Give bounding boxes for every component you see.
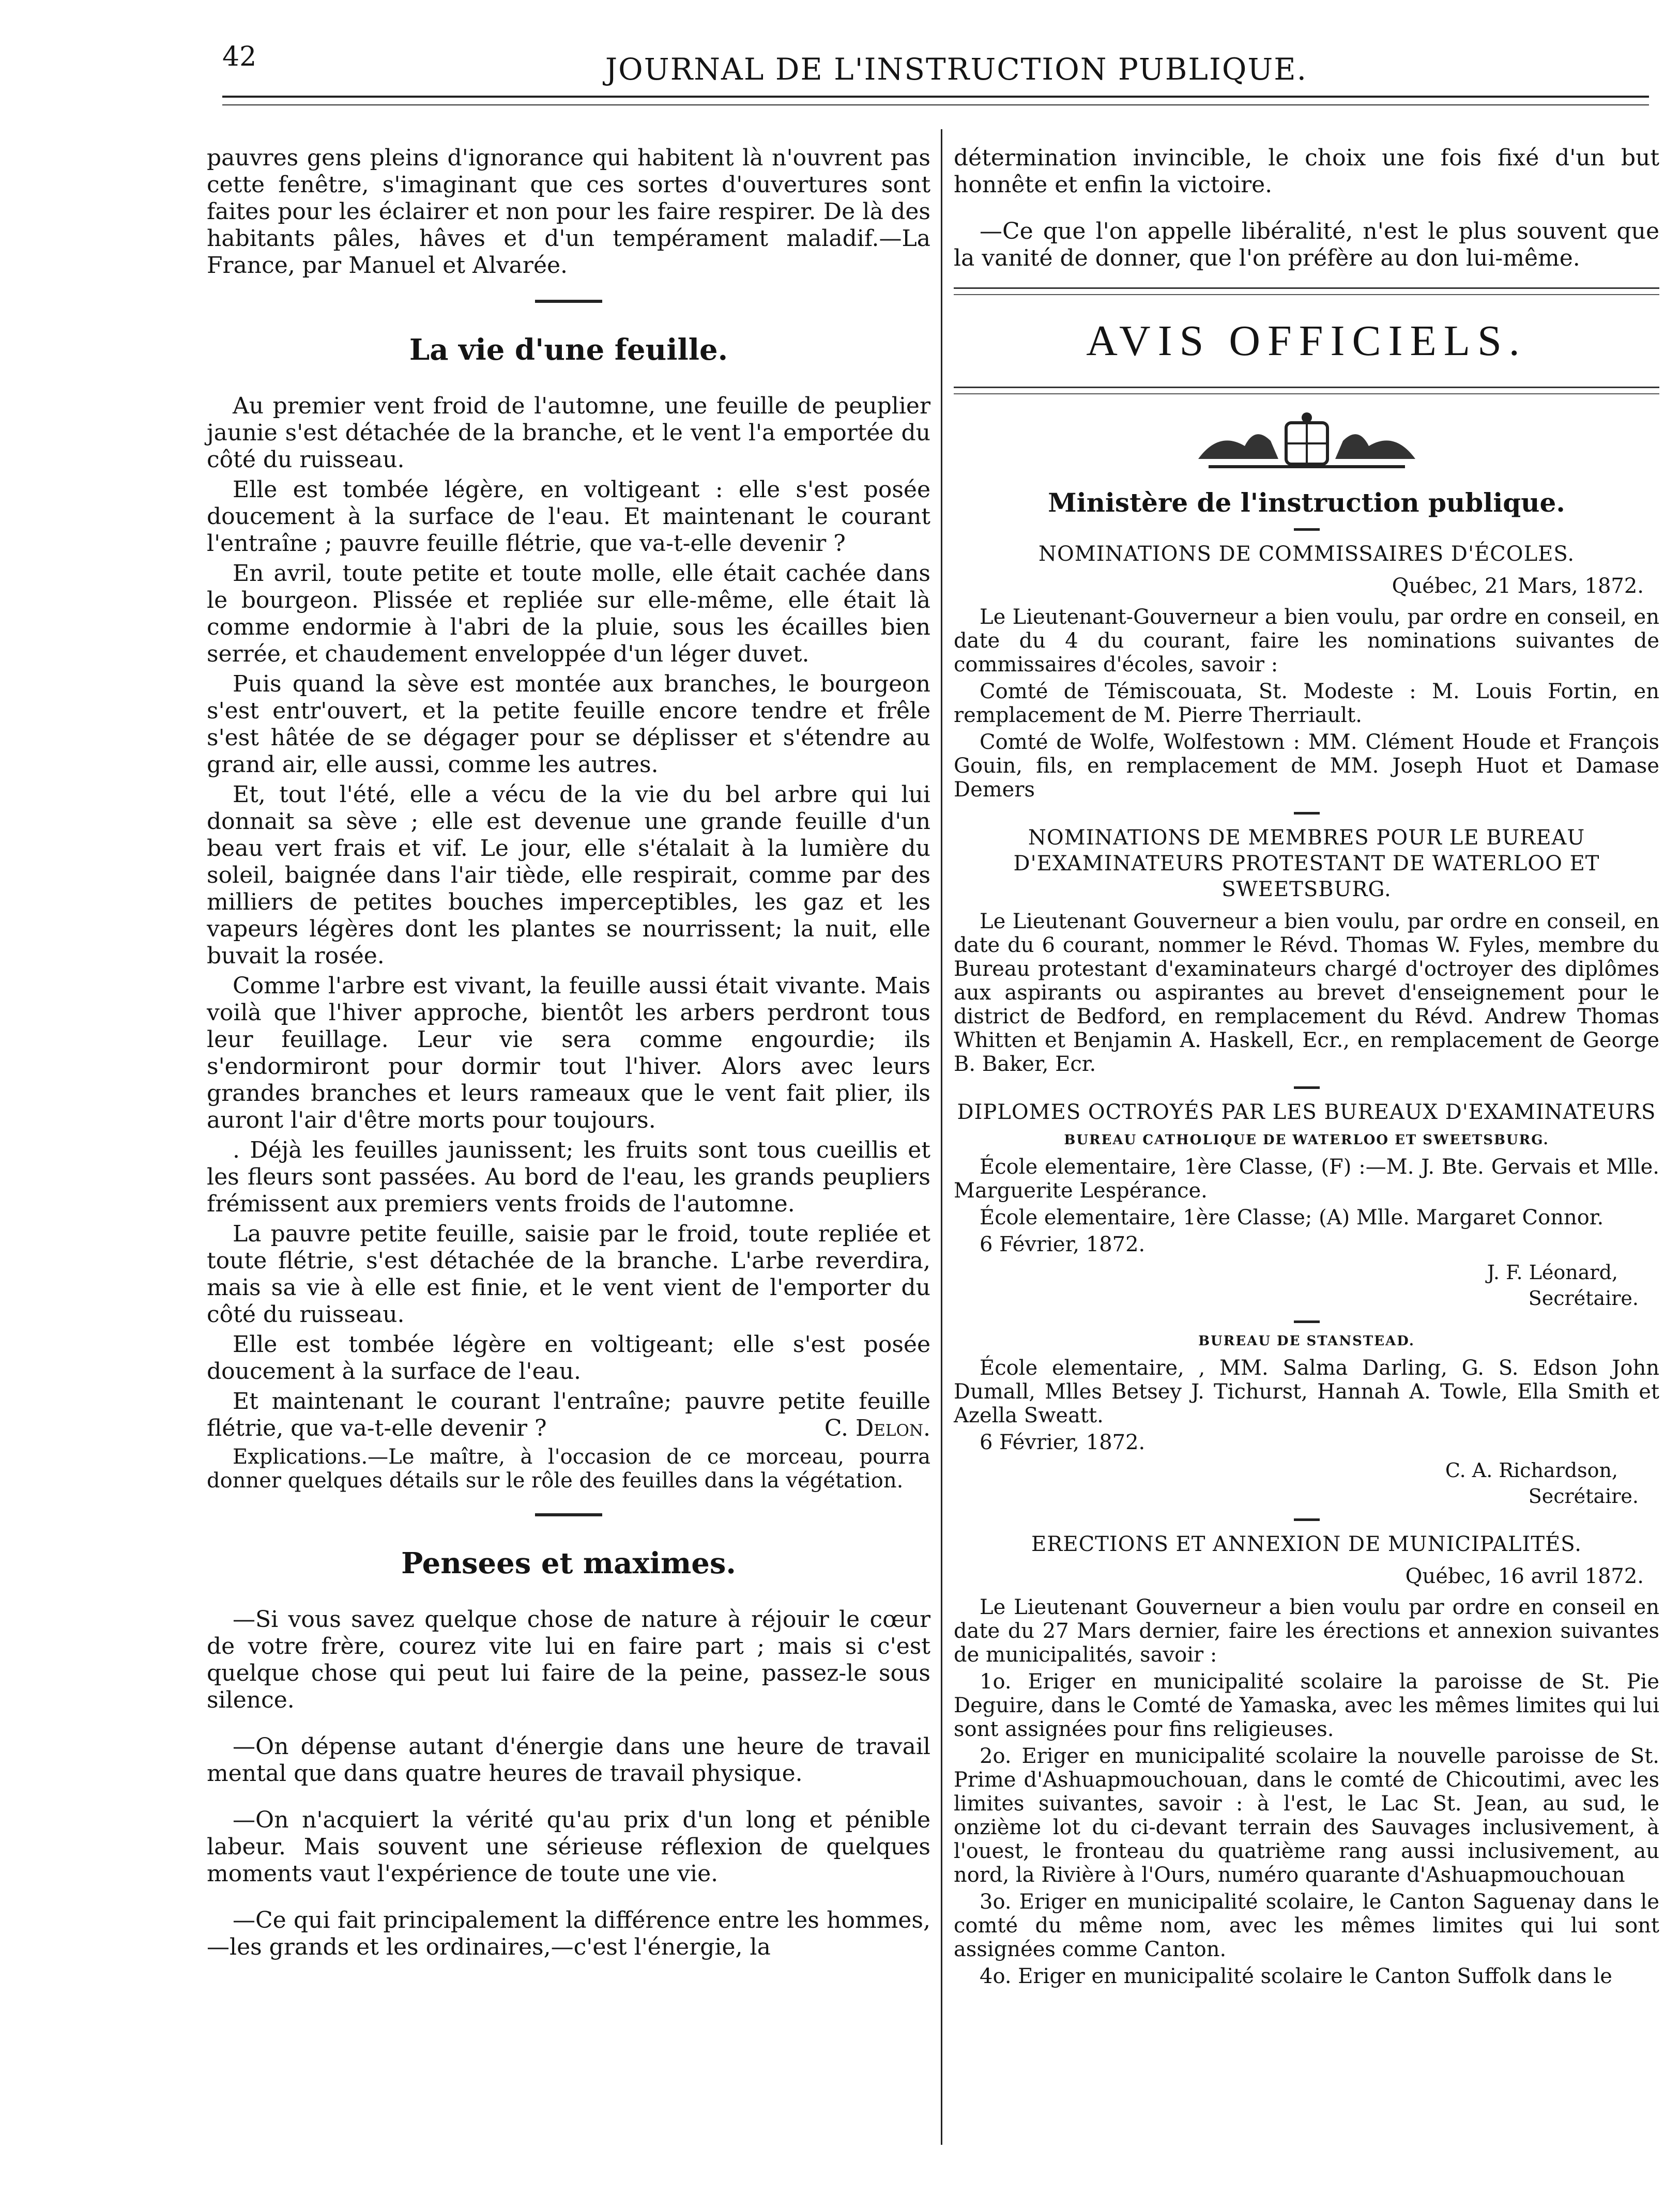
notice-paragraph: Le Lieutenant Gouverneur a bien voulu par ordre en conseil en date du 27 Mars dernier, faire les érections et annexion suivantes de municipalités, savoir : bbox=[954, 1595, 1659, 1667]
article-paragraph: Elle est tombée légère, en voltigeant : elle s'est posée doucement à la surface de l'eau. Et maintenant le courant l'entraîne ; pauvre feuille flétrie, que va-t-elle devenir ? bbox=[207, 477, 930, 557]
maxim-paragraph: —Ce que l'on appelle libéralité, n'est le plus souvent que la vanité de donner, que l'on préfère au don lui-même. bbox=[954, 218, 1659, 271]
article-last-paragraph bbox=[207, 1388, 930, 1442]
article-paragraph: Et, tout l'été, elle a vécu de la vie du bel arbre qui lui donnait sa sève ; elle est devenue une grande feuille d'un beau vert frais et vif. Le jour, elle s'étalait à la lumière du soleil, baignée dans l'air tiède, elle respirait, comme par des milliers de petites bouches imperceptibles, les gaz et les vapeurs légères dont les plantes se nourrissent; la nuit, elle buvait la rosée. bbox=[207, 781, 930, 969]
article-paragraph: La pauvre petite feuille, saisie par le froid, toute repliée et toute flétrie, s'est détachée de la branche. L'arbe reverdira, mais sa vie à elle est finie, et le vent vient de l'emporter du côté du ruisseau. bbox=[207, 1221, 930, 1328]
maxim-paragraph: —Si vous savez quelque chose de nature à réjouir le cœur de votre frère, courez vite lui en faire part ; mais si c'est quelque chose qui peut lui faire de la peine, passez-le sous silence. bbox=[207, 1606, 930, 1713]
maxim-paragraph: —Ce qui fait principalement la différence entre les hommes,—les grands et les ordinaires,—c'est l'énergie, la bbox=[207, 1907, 930, 1960]
page-number: 42 bbox=[222, 41, 257, 72]
notice-date: Québec, 21 Mars, 1872. bbox=[1392, 574, 1644, 598]
article-title-feuille: La vie d'une feuille. bbox=[409, 333, 728, 367]
header-rule bbox=[222, 96, 1649, 98]
signature-name: C. A. Richardson, bbox=[1445, 1459, 1618, 1482]
column-divider bbox=[941, 129, 942, 2145]
left-column bbox=[207, 145, 930, 1964]
notice-date: Québec, 16 avril 1872. bbox=[1405, 1564, 1644, 1588]
notice-paragraph: 1o. Eriger en municipalité scolaire la paroisse de St. Pie Deguire, dans le Comté de Yamaska, avec les mêmes limites qui lui sont assignées pour fins religieuses. bbox=[954, 1670, 1659, 1741]
ministry-title: Ministère de l'instruction publique. bbox=[1048, 487, 1565, 518]
notice-title-diplomes: DIPLOMES OCTROYÉS PAR LES BUREAUX D'EXAMINATEURS bbox=[957, 1100, 1656, 1124]
article-paragraph: Elle est tombée légère en voltigeant; elle s'est posée doucement à la surface de l'eau. bbox=[207, 1331, 930, 1385]
section-separator bbox=[535, 1513, 602, 1516]
dash-separator bbox=[1294, 812, 1320, 815]
article-title-pensees: Pensees et maximes. bbox=[401, 1546, 736, 1580]
coat-of-arms-icon bbox=[1188, 410, 1426, 472]
notice-title-commissaires: NOMINATIONS DE COMMISSAIRES D'ÉCOLES. bbox=[1038, 542, 1575, 566]
right-column bbox=[954, 145, 1659, 1991]
notice-paragraph: 3o. Eriger en municipalité scolaire, le Canton Saguenay dans le comté du même nom, avec les mêmes limites qui lui sont assignées comme Canton. bbox=[954, 1890, 1659, 1961]
notice-title-membres: NOMINATIONS DE MEMBRES POUR LE BUREAU D'EXAMINATEURS PROTESTANT DE WATERLOO ET SWEETSBURG. bbox=[1013, 826, 1600, 901]
diploma-entry: École elementaire, 1ère Classe; (A) Mlle. Margaret Connor. bbox=[980, 1206, 1604, 1230]
section-double-rule bbox=[954, 287, 1659, 295]
notice-paragraph: 4o. Eriger en municipalité scolaire le Canton Suffolk dans le bbox=[980, 1964, 1612, 1988]
notice-title-erections: ERECTIONS ET ANNEXION DE MUNICIPALITÉS. bbox=[1031, 1532, 1582, 1556]
intro-paragraph: pauvres gens pleins d'ignorance qui habitent là n'ouvrent pas cette fenêtre, s'imaginant que ces sortes d'ouvertures sont faites pour les éclairer et non pour les faire respirer. De là des habitants pâles, hâves et d'un tempérament maladif.—La France, par Manuel et Alvarée. bbox=[207, 145, 930, 279]
journal-title: JOURNAL DE L'INSTRUCTION PUBLIQUE. bbox=[605, 52, 1308, 87]
dash-separator bbox=[1294, 1518, 1320, 1521]
article-paragraph: Puis quand la sève est montée aux branches, le bourgeon s'est entr'ouvert, et la petite feuille encore tendre et frêle s'est hâtée de se dégager pour se déplisser et s'étendre au grand air, elle aussi, comme les autres. bbox=[207, 671, 930, 778]
diploma-entry: École elementaire, , MM. Salma Darling, G. S. Edson John Dumall, Mlles Betsey J. Tichurst, Hannah A. Towle, Ella Smith et Azella Sweatt. bbox=[954, 1356, 1659, 1427]
header-rule-thin bbox=[222, 104, 1649, 105]
signature-name: J. F. Léonard, bbox=[1487, 1261, 1618, 1284]
diploma-date: 6 Février, 1872. bbox=[980, 1431, 1146, 1454]
dash-separator bbox=[1294, 1086, 1320, 1089]
dash-separator bbox=[1294, 528, 1320, 531]
signature-role: Secrétaire. bbox=[1528, 1485, 1639, 1508]
notice-paragraph: Comté de Wolfe, Wolfestown : MM. Clément Houde et François Gouin, fils, en remplacement de MM. Joseph Huot et Damase Demers bbox=[954, 730, 1659, 802]
explications-note: Explications.—Le maître, à l'occasion de ce morceau, pourra donner quelques détails sur le rôle des feuilles dans la végétation. bbox=[207, 1445, 930, 1493]
diploma-entry: École elementaire, 1ère Classe, (F) :—M. J. Bte. Gervais et Mlle. Marguerite Lespérance. bbox=[954, 1155, 1659, 1203]
signature-role: Secrétaire. bbox=[1528, 1287, 1639, 1310]
section-double-rule bbox=[954, 387, 1659, 394]
section-separator bbox=[535, 300, 602, 303]
maxim-paragraph: —On dépense autant d'énergie dans une heure de travail mental que dans quatre heures de travail physique. bbox=[207, 1733, 930, 1787]
maxim-paragraph: —On n'acquiert la vérité qu'au prix d'un long et pénible labeur. Mais souvent une sérieuse réflexion de quelques moments vaut l'expérience de toute une vie. bbox=[207, 1807, 930, 1887]
notice-paragraph: 2o. Eriger en municipalité scolaire la nouvelle paroisse de St. Prime d'Ashuapmouchouan, dans le comté de Chicoutimi, avec les limites suivantes, savoir : à l'est, le Lac St. Jean, au sud, le onzième lot du ci-devant terrain des Sauvages inclusivement, à l'ouest, le fronteau du quatrième rang aussi inclusivement, au nord, la Rivière à l'Ours, numéro quarante d'Ashuapmouchouan bbox=[954, 1744, 1659, 1887]
article-paragraph: Au premier vent froid de l'automne, une feuille de peuplier jaunie s'est détachée de la branche, et le vent l'a emportée du côté du ruisseau. bbox=[207, 393, 930, 473]
bureau-title-waterloo: BUREAU CATHOLIQUE DE WATERLOO ET SWEETSBURG. bbox=[1064, 1132, 1549, 1148]
article-last-text: Et maintenant le courant l'entraîne; pauvre petite feuille flétrie, que va-t-elle devenir ? bbox=[207, 1388, 930, 1441]
notice-paragraph: Le Lieutenant-Gouverneur a bien voulu, par ordre en conseil, en date du 4 du courant, faire les nominations suivantes de commissaires d'écoles, savoir : bbox=[954, 605, 1659, 677]
dash-separator bbox=[1294, 1320, 1320, 1323]
article-author: C. Delon. bbox=[824, 1415, 930, 1441]
article-paragraph: En avril, toute petite et toute molle, elle était cachée dans le bourgeon. Plissée et repliée sur elle-même, elle était là comme endormie à l'abri de la pluie, sous les écailles bien serrée, et chaudement enveloppée d'un léger duvet. bbox=[207, 560, 930, 667]
bureau-title-stanstead: BUREAU DE STANSTEAD. bbox=[1198, 1333, 1415, 1349]
article-paragraph: . Déjà les feuilles jaunissent; les fruits sont tous cueillis et les fleurs sont passées. Au bord de l'eau, les grands peupliers frémissent aux premiers vents froids de l'automne. bbox=[207, 1137, 930, 1217]
continued-paragraph: détermination invincible, le choix une fois fixé d'un but honnête et enfin la victoire. bbox=[954, 145, 1659, 198]
notice-paragraph: Comté de Témiscouata, St. Modeste : M. Louis Fortin, en remplacement de M. Pierre Therriault. bbox=[954, 680, 1659, 727]
article-paragraph: Comme l'arbre est vivant, la feuille aussi était vivante. Mais voilà que l'hiver approche, bientôt les arbers perdront tous leur feuillage. Leur vie sera comme engourdie; ils s'endormiront pour dormir tout l'hiver. Alors avec leurs grandes branches et leurs rameaux que le vent fait plier, ils auront l'air d'être morts pour toujours. bbox=[207, 973, 930, 1133]
avis-officiels-title: AVIS OFFICIELS. bbox=[1086, 317, 1527, 365]
diploma-date: 6 Février, 1872. bbox=[980, 1233, 1146, 1256]
notice-paragraph: Le Lieutenant Gouverneur a bien voulu, par ordre en conseil, en date du 6 courant, nommer le Révd. Thomas W. Fyles, membre du Bureau protestant d'examinateurs chargé d'octroyer des diplômes aux aspirants ou aspirantes au brevet d'enseignement pour le district de Bedford, en remplacement du Révd. Andrew Thomas Whitten et Benjamin A. Haskell, Ecr., en remplacement de George B. Baker, Ecr. bbox=[954, 910, 1659, 1076]
